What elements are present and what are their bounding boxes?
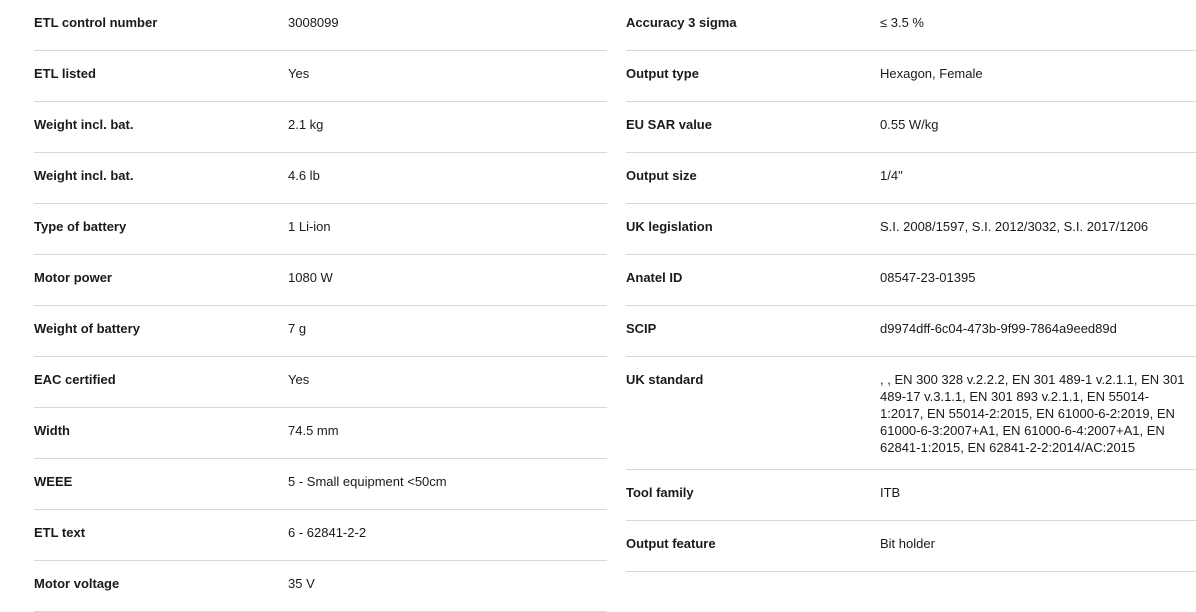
table-row — [34, 153, 607, 204]
spec-label: Weight incl. bat. — [34, 117, 134, 132]
table-row — [626, 306, 1196, 357]
spec-value: Bit holder — [880, 536, 935, 551]
spec-value: 1 Li-ion — [288, 219, 331, 234]
spec-label: EU SAR value — [626, 117, 712, 132]
table-row — [34, 357, 607, 408]
spec-value: 7 g — [288, 321, 307, 336]
spec-label: WEEE — [34, 474, 73, 489]
table-row — [34, 204, 607, 255]
spec-value: 4.6 lb — [288, 168, 320, 183]
table-row — [626, 470, 1196, 521]
spec-value: ≤ 3.5 % — [880, 15, 924, 30]
table-row — [626, 51, 1196, 102]
spec-value: 08547-23-01395 — [880, 270, 976, 285]
spec-label: Tool family — [626, 485, 694, 500]
table-row — [34, 0, 607, 51]
spec-value: d9974dff-6c04-473b-9f99-7864a9eed89d — [880, 321, 1117, 336]
spec-label: Motor voltage — [34, 576, 120, 591]
spec-label: Type of battery — [34, 219, 127, 234]
spec-label: Width — [34, 423, 70, 438]
spec-value: 1/4" — [880, 168, 903, 183]
table-row — [626, 0, 1196, 51]
spec-label: Anatel ID — [626, 270, 683, 285]
table-row — [626, 255, 1196, 306]
spec-label: Weight of battery — [34, 321, 140, 336]
spec-label: EAC certified — [34, 372, 116, 387]
spec-label: ETL listed — [34, 66, 96, 81]
spec-label: Accuracy 3 sigma — [626, 15, 737, 30]
spec-value: 0.55 W/kg — [880, 117, 939, 132]
spec-label: SCIP — [626, 321, 657, 336]
spec-value: Yes — [288, 372, 310, 387]
spec-label: UK standard — [626, 372, 704, 387]
table-row — [34, 510, 607, 561]
table-row — [34, 408, 607, 459]
table-row — [626, 357, 1196, 470]
spec-label: Weight incl. bat. — [34, 168, 134, 183]
table-row — [626, 153, 1196, 204]
spec-label: Output feature — [626, 536, 716, 551]
spec-value: , , EN 300 328 v.2.2.2, EN 301 489-1 v.2.1.1, EN 301 489-17 v.3.1.1, EN 301 893 v.2.1.1, EN 55014-1:2017, EN 55014-2:2015, EN 61000-6-2:2019, EN 61000-6-3:2007+A1, EN 61000-6-4:2007+A1, EN 62841-1:2015, EN 62841-2-2:2014/AC:2015 — [880, 372, 1189, 455]
spec-value: S.I. 2008/1597, S.I. 2012/3032, S.I. 2017/1206 — [880, 219, 1149, 234]
table-row — [626, 102, 1196, 153]
table-row — [34, 561, 607, 612]
table-row — [34, 306, 607, 357]
spec-value: ITB — [880, 485, 901, 500]
spec-value: 1080 W — [288, 270, 333, 285]
spec-label: UK legislation — [626, 219, 713, 234]
spec-label: Motor power — [34, 270, 112, 285]
spec-label: ETL text — [34, 525, 86, 540]
table-row — [626, 204, 1196, 255]
spec-value: 2.1 kg — [288, 117, 324, 132]
spec-value: 35 V — [288, 576, 315, 591]
spec-value: Hexagon, Female — [880, 66, 983, 81]
table-row — [626, 521, 1196, 572]
table-row — [34, 255, 607, 306]
specifications-right-column — [626, 0, 1196, 612]
table-row — [34, 51, 607, 102]
spec-value: 6 - 62841-2-2 — [288, 525, 367, 540]
table-row — [34, 459, 607, 510]
spec-value: 5 - Small equipment <50cm — [288, 474, 447, 489]
table-row — [34, 102, 607, 153]
spec-label: Output type — [626, 66, 699, 81]
spec-value: 3008099 — [288, 15, 339, 30]
spec-label: ETL control number — [34, 15, 158, 30]
spec-value: 74.5 mm — [288, 423, 339, 438]
spec-value: Yes — [288, 66, 310, 81]
spec-label: Output size — [626, 168, 697, 183]
